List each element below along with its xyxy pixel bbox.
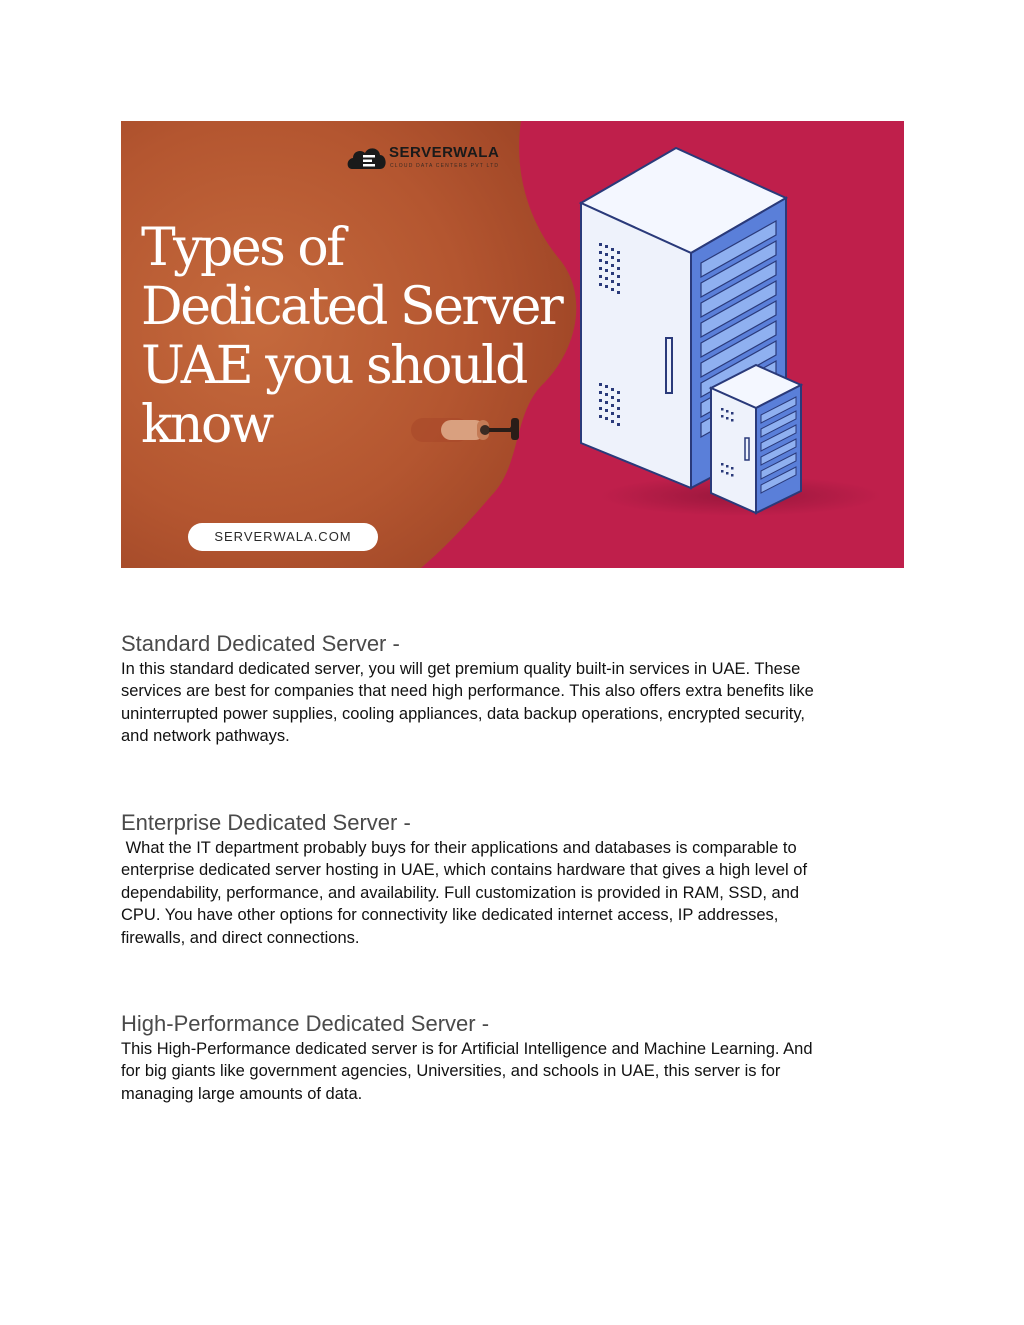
section-heading: High-Performance Dedicated Server - xyxy=(121,1011,490,1036)
body-line: services are best for companies that need high performance. This also offers extra benefits like xyxy=(121,682,814,701)
section-body xyxy=(121,837,911,949)
section-enterprise-dedicated-server xyxy=(121,809,911,949)
body-line: for big giants like government agencies, Universities, and schools in UAE, this server is for xyxy=(121,1062,781,1081)
serverwala-cloud-logo-icon xyxy=(346,143,388,173)
section-heading: Enterprise Dedicated Server - xyxy=(121,810,411,835)
website-url-badge: SERVERWALA.COM xyxy=(188,523,378,551)
body-line: uninterrupted power supplies, cooling appliances, data backup operations, encrypted security, xyxy=(121,704,805,723)
hero-banner xyxy=(121,121,904,568)
body-line: dependability, performance, and availability. Full customization is provided in RAM, SSD, and xyxy=(121,883,800,902)
body-line: This High-Performance dedicated server is for Artificial Intelligence and Machine Learning. And xyxy=(121,1040,813,1058)
brand-tagline: CLOUD DATA CENTERS PVT LTD xyxy=(390,163,500,169)
body-line: firewalls, and direct connections. xyxy=(121,928,360,947)
headline-line: know xyxy=(141,395,272,455)
brand-logo xyxy=(346,143,506,173)
section-high-performance-dedicated-server xyxy=(121,1010,911,1105)
headline-line: Dedicated Server xyxy=(141,277,562,337)
body-line: managing large amounts of data. xyxy=(121,1084,363,1103)
section-body xyxy=(121,1038,911,1105)
headline-line: Types of xyxy=(141,218,343,278)
body-line: enterprise dedicated server hosting in UAE, which contains hardware that gives a high level of xyxy=(121,861,808,880)
body-line: CPU. You have other options for connectivity like dedicated internet access, IP addresses, xyxy=(121,906,779,925)
headline-line: UAE you should xyxy=(141,336,526,396)
body-line: In this standard dedicated server, you will get premium quality built-in services in UAE. These xyxy=(121,660,801,678)
body-line: What the IT department probably buys for their applications and databases is comparable to xyxy=(121,839,797,857)
section-body xyxy=(121,658,911,748)
section-standard-dedicated-server xyxy=(121,630,911,748)
body-line: and network pathways. xyxy=(121,727,290,746)
server-rack-illustration xyxy=(561,143,881,523)
banner-headline xyxy=(141,219,601,455)
brand-name: SERVERWALA xyxy=(389,144,500,161)
section-heading: Standard Dedicated Server - xyxy=(121,631,400,656)
